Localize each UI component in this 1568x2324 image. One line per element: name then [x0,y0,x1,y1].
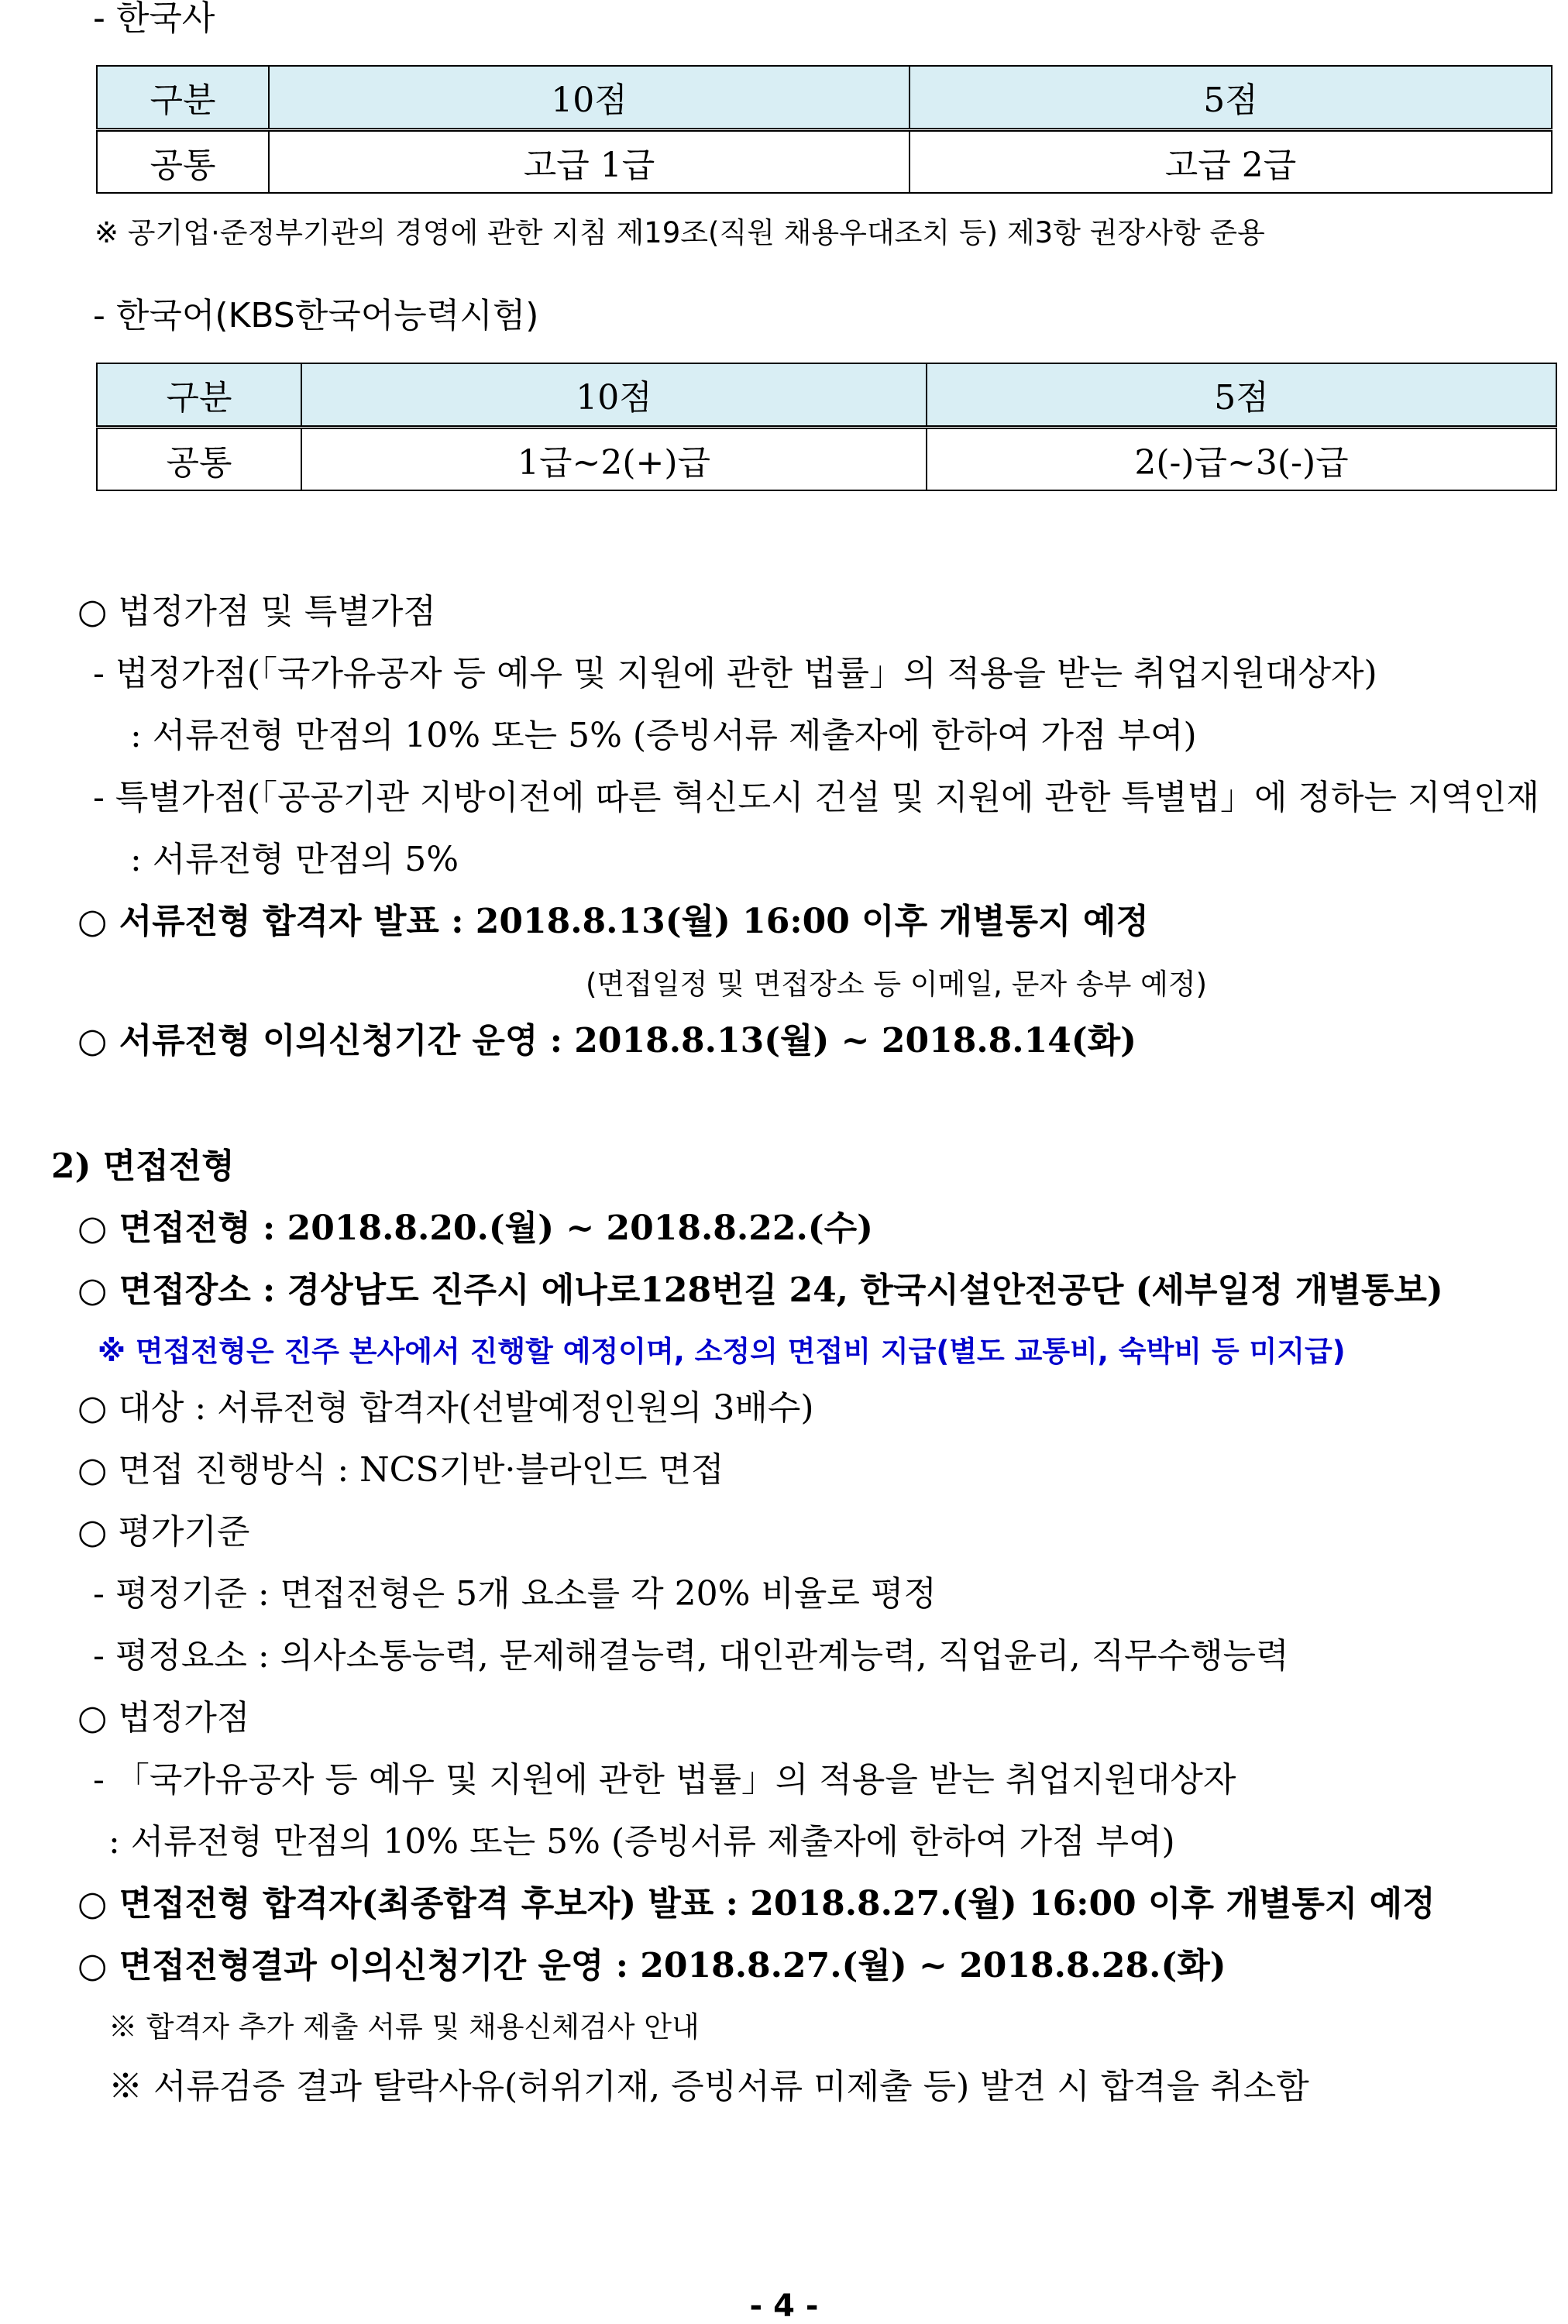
header-cell: 5점 [927,363,1556,427]
table-cell: 고급 2급 [910,129,1552,193]
interview-legal: - 「국가유공자 등 예우 및 지원에 관한 법률」의 적용을 받는 취업지원대상자 [93,1760,1236,1800]
bonus-legal: - 법정가점(「국가유공자 등 예우 및 지원에 관한 법률」의 적용을 받는 취업지원대상자) [93,654,1377,693]
korean-lang-table [96,363,1557,491]
header-cell: 10점 [301,363,927,427]
interview-note-cancel: ※ 서류검증 결과 탈락사유(허위기재, 증빙서류 미제출 등) 발견 시 합격을 취소함 [108,2067,1309,2106]
table-cell: 2(-)급~3(-)급 [927,427,1556,490]
bonus-title: ○ 법정가점 및 특별가점 [77,592,436,631]
table-cell: 1급~2(+)급 [301,427,927,490]
korean-lang-heading: - 한국어(KBS한국어능력시험) [93,296,539,335]
criteria-elements: - 평정요소 : 의사소통능력, 문제해결능력, 대인관계능력, 직업윤리, 직무수행능력 [93,1636,1289,1676]
interview-method: ○ 면접 진행방식 : NCS기반·블라인드 면접 [77,1450,724,1490]
table-header-row [97,363,1556,427]
bonus-special: - 특별가점(「공공기관 지방이전에 따른 혁신도시 건설 및 지원에 관한 특별법」에 정하는 지역인재 [93,778,1540,817]
interview-pass-announce: ○ 면접전형 합격자(최종합격 후보자) 발표 : 2018.8.27.(월) 16:00 이후 개별통지 예정 [77,1884,1436,1923]
table-row [97,427,1556,490]
header-cell: 5점 [910,66,1552,129]
doc-pass-announce: ○ 서류전형 합격자 발표 : 2018.8.13(월) 16:00 이후 개별통지 예정 [77,902,1149,941]
bonus-legal-detail: : 서류전형 만점의 10% 또는 5% (증빙서류 제출자에 한하여 가점 부여) [130,716,1197,755]
korean-history-note: ※ 공기업·준정부기관의 경영에 관한 지침 제19조(직원 채용우대조치 등) 제3항 권장사항 준용 [95,216,1265,249]
doc-pass-announce-note: (면접일정 및 면접장소 등 이메일, 문자 송부 예정) [586,968,1208,1001]
interview-objection-period: ○ 면접전형결과 이의신청기간 운영 : 2018.8.27.(월) ~ 2018.8.28.(화) [77,1946,1226,1985]
interview-blue-note: ※ 면접전형은 진주 본사에서 진행할 예정이며, 소정의 면접비 지급(별도 교통비, 숙박비 등 미지급) [98,1335,1346,1368]
interview-legal-title: ○ 법정가점 [77,1698,250,1738]
interview-date: ○ 면접전형 : 2018.8.20.(월) ~ 2018.8.22.(수) [77,1208,873,1248]
table-cell: 공통 [97,427,301,490]
table-cell: 공통 [97,129,269,193]
korean-history-heading: - 한국사 [93,0,215,38]
criteria-standard: - 평정기준 : 면접전형은 5개 요소를 각 20% 비율로 평정 [93,1574,937,1614]
criteria-title: ○ 평가기준 [77,1512,250,1552]
interview-legal-detail: : 서류전형 만점의 10% 또는 5% (증빙서류 제출자에 한하여 가점 부여) [108,1822,1175,1862]
header-cell: 구분 [97,363,301,427]
page-number: - 4 - [749,2288,819,2324]
interview-heading: 2) 면접전형 [51,1147,235,1186]
header-cell: 구분 [97,66,269,129]
interview-target: ○ 대상 : 서류전형 합격자(선발예정인원의 3배수) [77,1388,814,1428]
interview-note-documents: ※ 합격자 추가 제출 서류 및 채용신체검사 안내 [108,2010,700,2044]
bonus-special-detail: : 서류전형 만점의 5% [130,840,459,879]
table-header-row [97,66,1552,129]
header-cell: 10점 [269,66,910,129]
korean-history-table [96,65,1553,194]
interview-place: ○ 면접장소 : 경상남도 진주시 에나로128번길 24, 한국시설안전공단 (세부일정 개별통보) [77,1270,1443,1310]
table-row [97,129,1552,193]
doc-objection-period: ○ 서류전형 이의신청기간 운영 : 2018.8.13(월) ~ 2018.8.14(화) [77,1021,1136,1061]
table-cell: 고급 1급 [269,129,910,193]
